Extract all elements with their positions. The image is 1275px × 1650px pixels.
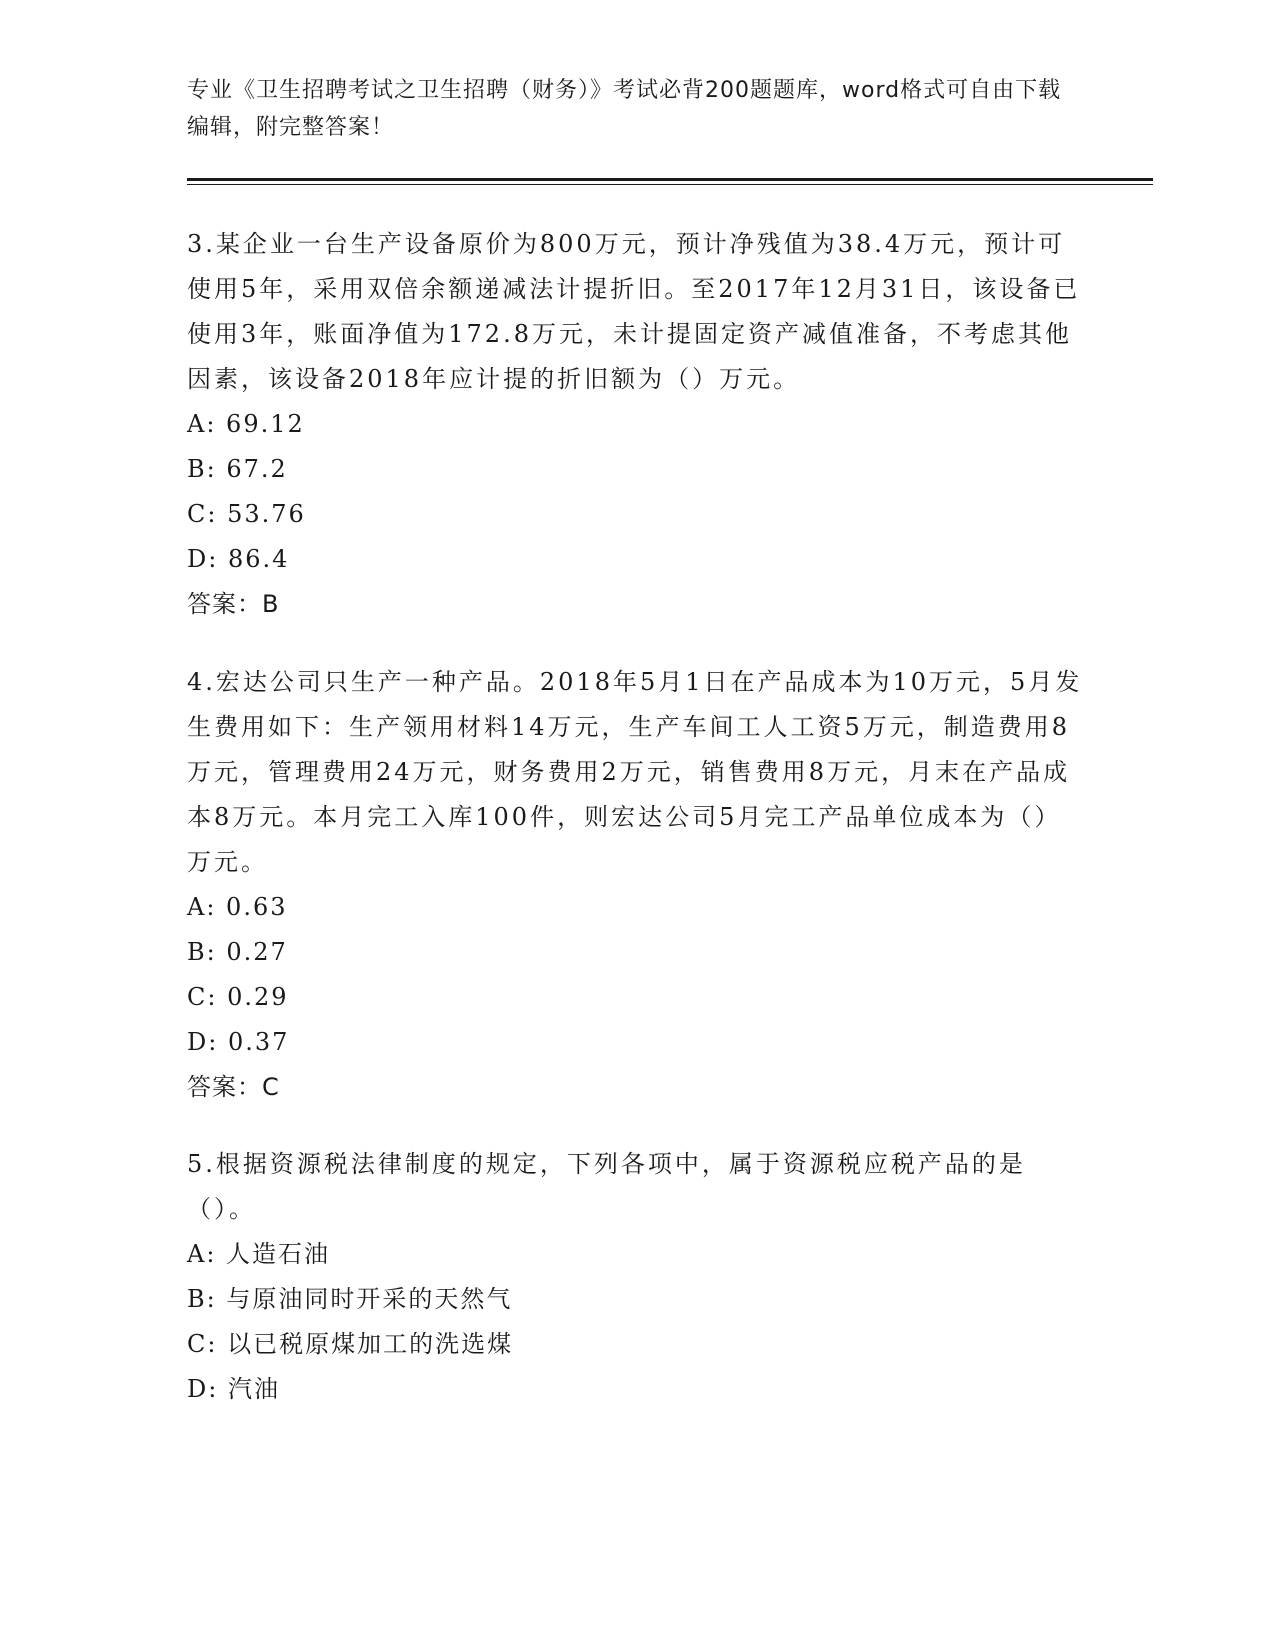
question-text: 4.宏达公司只生产一种产品。2018年5月1日在产品成本为10万元，5月发生费用如下：生产领用材料14万元，生产车间工人工资5万元，制造费用8万元，管理费用24万元，财务费用2万元，销售费用8万元，月末在产品成本8万元。本月完工入库100件，则宏达公司5月完工产品单位成本为（）万元。 <box>187 668 1083 876</box>
option-c: C: 0.29 <box>187 983 289 1011</box>
option-c: C: 53.76 <box>187 500 306 528</box>
question-5 <box>187 1142 1087 1412</box>
option-c: C: 以已税原煤加工的洗选煤 <box>187 1330 514 1358</box>
header-divider-thick <box>187 178 1153 181</box>
option-d: D: 86.4 <box>187 545 290 573</box>
answer: 答案：B <box>187 590 280 618</box>
question-4 <box>187 660 1087 1110</box>
option-a: A: 0.63 <box>187 893 288 921</box>
question-text: 5.根据资源税法律制度的规定，下列各项中，属于资源税应税产品的是（）。 <box>187 1150 1026 1223</box>
document-header: 专业《卫生招聘考试之卫生招聘（财务）》考试必背200题题库，word格式可自由下载编辑，附完整答案！ <box>187 78 1062 140</box>
option-b: B: 67.2 <box>187 455 288 483</box>
question-text: 3.某企业一台生产设备原价为800万元，预计净残值为38.4万元，预计可使用5年，采用双倍余额递减法计提折旧。至2017年12月31日，该设备已使用3年，账面净值为172.8万元，未计提固定资产减值准备，不考虑其他因素，该设备2018年应计提的折旧额为（）万元。 <box>187 230 1081 393</box>
answer: 答案：C <box>187 1073 280 1101</box>
header-divider-thin <box>187 184 1153 185</box>
option-d: D: 汽油 <box>187 1375 280 1403</box>
option-b: B: 0.27 <box>187 938 288 966</box>
option-a: A: 人造石油 <box>187 1240 331 1268</box>
option-b: B: 与原油同时开采的天然气 <box>187 1285 513 1313</box>
option-a: A: 69.12 <box>187 410 305 438</box>
question-3 <box>187 222 1087 627</box>
option-d: D: 0.37 <box>187 1028 290 1056</box>
